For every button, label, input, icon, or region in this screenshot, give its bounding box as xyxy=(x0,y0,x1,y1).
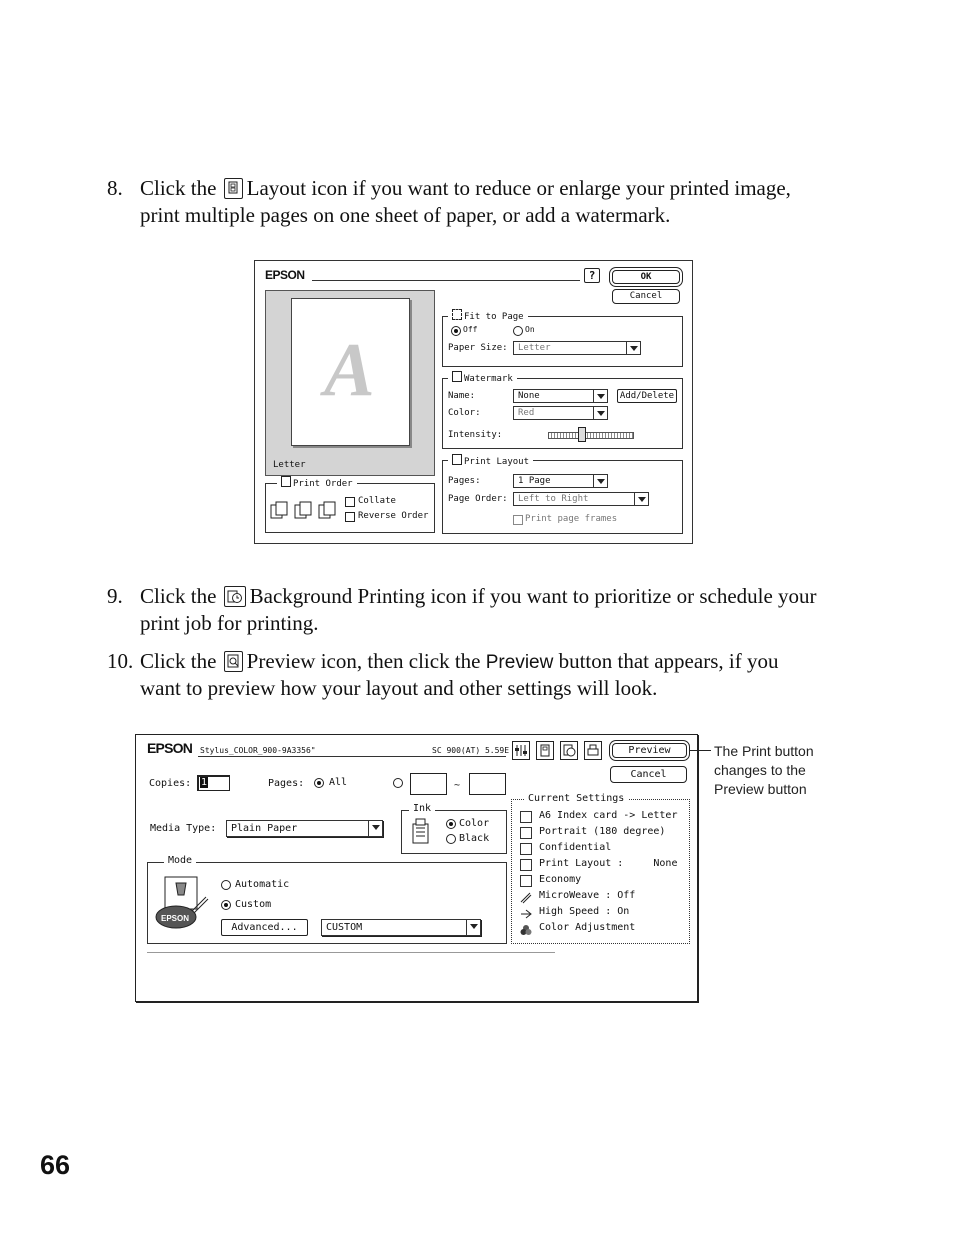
step-8-text-c: print multiple pages on one sheet of paper, or add a watermark. xyxy=(140,203,671,227)
microweave-icon xyxy=(520,891,532,903)
callout-line-3: Preview button xyxy=(714,781,807,797)
step-9-text-c: print job for printing. xyxy=(140,611,319,635)
chevron-down-icon xyxy=(593,407,607,419)
print-frames-checkbox[interactable] xyxy=(513,515,523,525)
chevron-down-icon xyxy=(466,920,480,935)
reverse-order-checkbox[interactable] xyxy=(345,512,355,522)
current-setting-0: A6 Index card -> Letter xyxy=(539,810,678,821)
range-separator: ~ xyxy=(454,780,461,791)
intensity-slider-thumb[interactable] xyxy=(578,427,586,442)
page-number: 66 xyxy=(40,1150,71,1180)
print-layout-title xyxy=(448,454,533,467)
preview-icon xyxy=(224,651,243,672)
paper-size-label: Paper Size: xyxy=(448,343,508,353)
watermark-icon xyxy=(452,371,462,382)
page-order-label: Page Order: xyxy=(448,494,508,504)
step-9-text-a: Click the xyxy=(140,584,217,608)
step-10-text-b: Preview icon, then click the xyxy=(246,649,481,673)
paper-size-value: Letter xyxy=(518,343,551,353)
collate-label: Collate xyxy=(358,496,396,506)
print-order-title xyxy=(277,476,357,489)
print-layout-label: Print Layout xyxy=(464,457,530,467)
fit-on-label: On xyxy=(525,325,535,334)
page-order-select[interactable] xyxy=(513,492,649,506)
intensity-label: Intensity: xyxy=(448,430,503,440)
print-layout-icon xyxy=(452,454,462,465)
page-preview-pane xyxy=(265,290,435,476)
advanced-button[interactable]: Advanced... xyxy=(221,919,308,936)
orientation-icon xyxy=(520,827,532,839)
print-frames-label: Print page frames xyxy=(525,514,618,524)
step-10-text-a: Click the xyxy=(140,649,217,673)
status-divider xyxy=(147,952,555,953)
printer-model: Stylus_COLOR_900-9A3356" xyxy=(200,746,316,755)
printer-icon[interactable] xyxy=(584,741,602,760)
print-order-label: Print Order xyxy=(293,479,353,489)
media-type-value: Plain Paper xyxy=(231,823,298,834)
pages-all-radio[interactable] xyxy=(314,778,324,788)
collate-checkbox[interactable] xyxy=(345,497,355,507)
cancel-button[interactable]: Cancel xyxy=(610,766,687,783)
ink-title: Ink xyxy=(409,803,435,814)
chevron-down-icon xyxy=(634,493,648,505)
cancel-button[interactable]: Cancel xyxy=(612,289,680,304)
chevron-down-icon xyxy=(593,390,607,402)
high-speed-icon xyxy=(520,907,532,919)
watermark-label: Watermark xyxy=(464,374,513,384)
ink-color-radio[interactable] xyxy=(446,819,456,829)
pages-all-label: All xyxy=(329,777,348,788)
layout-icon[interactable] xyxy=(536,741,554,760)
title-rule xyxy=(198,756,506,757)
background-printing-icon[interactable] xyxy=(560,741,578,760)
settings-icon[interactable] xyxy=(512,741,530,760)
custom-settings-value: CUSTOM xyxy=(326,922,363,933)
callout-line-1: The Print button xyxy=(714,743,814,759)
copies-input[interactable] xyxy=(197,775,230,791)
pages-select[interactable] xyxy=(513,474,608,488)
ink-black-label: Black xyxy=(459,833,490,844)
watermark-color-value: Red xyxy=(518,408,535,418)
paper-size-select[interactable] xyxy=(513,341,641,355)
media-type-select[interactable] xyxy=(226,820,383,837)
mode-custom-radio[interactable] xyxy=(221,900,231,910)
copies-label: Copies: xyxy=(149,778,192,789)
fit-on-radio[interactable] xyxy=(513,326,523,336)
fit-to-page-title xyxy=(448,309,528,322)
watermark-name-label: Name: xyxy=(448,391,476,401)
media-type-label: Media Type: xyxy=(150,823,217,834)
current-setting-3: Print Layout : None xyxy=(539,858,678,869)
watermark-color-label: Color: xyxy=(448,408,481,418)
print-dialog-brand: EPSON xyxy=(147,740,193,756)
print-dialog xyxy=(135,734,698,1002)
driver-version: SC 900(AT) 5.59E xyxy=(432,746,510,755)
color-adjustment-icon xyxy=(520,923,532,935)
layout-dialog xyxy=(254,260,693,544)
print-layout-icon xyxy=(520,859,532,871)
help-button[interactable]: ? xyxy=(584,268,600,283)
step-8-text-b: Layout icon if you want to reduce or enlarge your printed image, xyxy=(246,176,791,200)
mode-title: Mode xyxy=(164,855,196,866)
pages-range-radio[interactable] xyxy=(393,778,403,788)
current-setting-1: Portrait (180 degree) xyxy=(539,826,666,837)
callout-line-2: changes to the xyxy=(714,762,806,778)
paper-size-icon xyxy=(520,811,532,823)
economy-icon xyxy=(520,875,532,887)
mode-custom-label: Custom xyxy=(235,899,272,910)
preview-letter-a: A xyxy=(324,328,375,412)
pages-label: Pages: xyxy=(448,476,481,486)
step-10-text-c: button that appears, if you xyxy=(558,649,779,673)
preview-button[interactable]: Preview xyxy=(612,743,687,758)
fit-off-radio[interactable] xyxy=(451,326,461,336)
callout-leader-line xyxy=(689,750,711,751)
step-10-number: 10. xyxy=(107,649,134,673)
title-rule xyxy=(312,280,580,281)
epson-mode-icon xyxy=(154,875,214,933)
current-setting-6: High Speed : On xyxy=(539,906,630,917)
page-preview-sheet xyxy=(291,298,410,446)
step-9-text-b: Background Printing icon if you want to prioritize or schedule your xyxy=(249,584,817,608)
pages-label: Pages: xyxy=(268,778,305,789)
ink-cartridge-icon xyxy=(410,818,432,846)
background-printing-icon xyxy=(224,586,246,607)
current-setting-2: Confidential xyxy=(539,842,612,853)
chevron-down-icon xyxy=(368,821,382,836)
chevron-down-icon xyxy=(593,475,607,487)
chevron-down-icon xyxy=(626,342,640,354)
step-9-number: 9. xyxy=(107,584,123,608)
pages-from-input[interactable] xyxy=(410,773,447,795)
copies-value: 1 xyxy=(201,777,208,788)
step-8-text-a: Click the xyxy=(140,176,217,200)
step-10-text-d: want to preview how your layout and other settings will look. xyxy=(140,676,658,700)
watermark-name-select[interactable] xyxy=(513,389,608,403)
pages-value: 1 Page xyxy=(518,476,551,486)
step-10-preview-word: Preview xyxy=(485,652,554,673)
page-order-value: Left to Right xyxy=(518,494,589,504)
callout-text xyxy=(714,742,814,799)
current-settings-title: Current Settings xyxy=(524,793,628,804)
add-delete-button[interactable]: Add/Delete xyxy=(617,389,677,403)
fit-to-page-label: Fit to Page xyxy=(464,312,524,322)
step-8-number: 8. xyxy=(107,176,123,200)
watermark-name-value: None xyxy=(518,391,540,401)
fit-off-label: Off xyxy=(463,325,478,334)
toolbar-icons xyxy=(512,741,602,759)
ink-black-radio[interactable] xyxy=(446,834,456,844)
current-setting-5: MicroWeave : Off xyxy=(539,890,636,901)
dialog-brand: EPSON xyxy=(265,268,305,282)
layout-icon xyxy=(224,178,243,199)
watermark-icon xyxy=(520,843,532,855)
print-order-icon xyxy=(281,476,291,487)
reverse-order-label: Reverse Order xyxy=(358,511,429,521)
intensity-slider[interactable] xyxy=(548,432,634,439)
mode-automatic-label: Automatic xyxy=(235,879,290,890)
current-setting-7: Color Adjustment xyxy=(539,922,636,933)
fit-to-page-icon xyxy=(452,309,462,320)
watermark-title xyxy=(448,371,517,384)
custom-settings-select[interactable] xyxy=(321,919,481,936)
mode-automatic-radio[interactable] xyxy=(221,880,231,890)
page-order-icons xyxy=(270,499,342,521)
ok-button[interactable]: OK xyxy=(612,270,680,284)
ink-color-label: Color xyxy=(459,818,490,829)
current-setting-4: Economy xyxy=(539,874,582,885)
pages-to-input[interactable] xyxy=(469,773,506,795)
mode-logo-text: EPSON xyxy=(161,914,190,923)
watermark-color-select[interactable] xyxy=(513,406,608,420)
preview-paper-label: Letter xyxy=(273,460,306,470)
